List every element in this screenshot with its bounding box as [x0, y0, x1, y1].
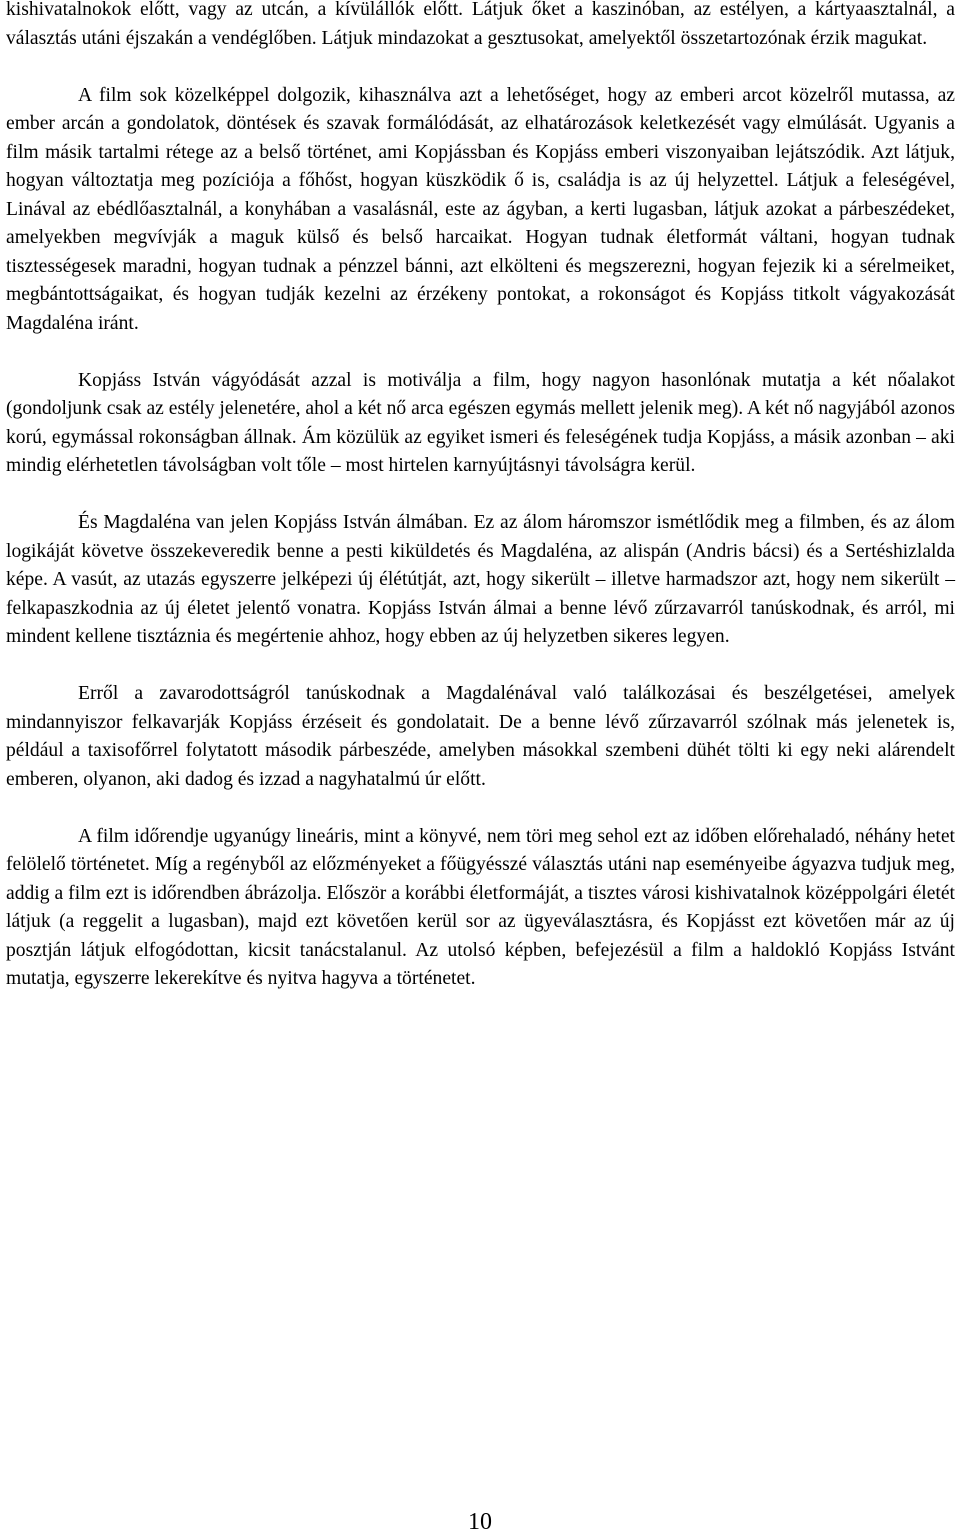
document-page: [6, 0, 955, 994]
paragraph: Erről a zavarodottságról tanúskodnak a Magdalénával való találkozásai és beszélgetései, amelyek mindannyiszor felkavarják Kopjáss érzéseit és gondolatait. De a benne lévő zűrzavarról szólnak más jelenetek is, például a taxisofőrrel folytatott második párbeszéde, amelyben másokkal szembeni dühét tölti ki egy neki alárendelt emberen, olyanon, aki dadog és izzad a nagyhatalmú úr előtt.: [6, 683, 955, 790]
paragraph-spacer: [6, 338, 955, 367]
paragraph: Kopjáss István vágyódását azzal is motiválja a film, hogy nagyon hasonlónak mutatja a két nőalakot (gondoljunk csak az estély jelenetére, ahol a két nő arca egészen egymás mellett jelenik meg). A két nő nagyjából azonos korú, egymással rokonságban állnak. Ám közülük az egyiket ismeri és feleségének tudja Kopjáss, a másik azonban – aki mindig elérhetetlen távolságban volt tőle – most hirtelen karnyújtásnyi távolságra kerül.: [6, 369, 955, 476]
paragraph: És Magdaléna van jelen Kopjáss István álmában. Ez az álom háromszor ismétlődik meg a filmben, és az álom logikáját követve összekeveredik benne a pesti kiküldetés és Magdaléna, az alispán (Andris bácsi) és a Sertéshizlalda képe. A vasút, az utazás egyszerre jelképezi új élétútját, azt, hogy sikerült – illetve harmadszor azt, hogy nem sikerült – felkapaszkodnia az új életet jelentő vonatra. Kopjáss István álmai a benne lévő zűrzavarról tanúskodnak, és arról, mi mindent kellene tisztáznia és megértenie ahhoz, hogy ebben az új helyzetben sikeres legyen.: [6, 512, 955, 647]
page-number: 10: [468, 1509, 492, 1535]
paragraph-spacer: [6, 481, 955, 510]
paragraph: A film időrendje ugyanúgy lineáris, mint a könyvé, nem töri meg sehol ezt az időben előrehaladó, néhány hetet felölelő történetet. Míg a regényből az előzményeket a főügyésszé választás utáni nap eseményeibe ágyazva tudjuk meg, addig a film ezt is időrendben ábrázolja. Először a korábbi életformáját, a tisztes városi kishivatalnok középpolgári életét látjuk (a reggelit a lugasban), majd ezt követően kerül sor az ügyeválasztásra, és Kopjásst ezt követően már az új posztján látjuk elfogódottan, kicsit tanácstalanul. Az utolsó képben, befejezésül a film a haldokló Kopjáss Istvánt mutatja, egyszerre lekerekítve és nyitva hagyva a történetet.: [6, 825, 955, 989]
paragraph: kishivatalnokok előtt, vagy az utcán, a kívülállók előtt. Látjuk őket a kaszinóban, az estélyen, a kártyaasztalnál, a választás utáni éjszakán a vendéglőben. Látjuk mindazokat a gesztusokat, amelyektől összetartozónak érzik magukat.: [6, 0, 955, 49]
paragraph: A film sok közelképpel dolgozik, kihasználva azt a lehetőséget, hogy az emberi arcot közelről mutassa, az ember arcán a gondolatok, döntések és szavak formálódását, az elhatározások keletkezését vagy elmúlását. Ugyanis a film másik tartalmi rétege az a belső történet, ami Kopjássban és Kopjáss emberi viszonyaiban lejátszódik. Azt látjuk, hogyan változtatja meg pozíciója a főhőst, hogyan küszködik ő is, családja is az új helyzettel. Látjuk a feleségével, Linával az ebédlőasztalnál, a konyhában a vasalásnál, este az ágyban, a kerti lugasban, látjuk azokat a párbeszédeket, amelyekben megvívják a maguk külső és belső harcaikat. Hogyan tudnak életformát váltani, hogyan tudnak tisztességesek maradni, hogyan tudnak a pénzzel bánni, azt elkölteni és megszerezni, hogyan fejezik ki a sérelmeiket, megbántottságaikat, és hogyan tudják kezelni az érzékeny pontokat, a rokonságot és Kopjáss titkolt vágyakozását Magdaléna iránt.: [6, 84, 955, 334]
paragraph-spacer: [6, 794, 955, 823]
paragraph-spacer: [6, 652, 955, 681]
paragraph-spacer: [6, 53, 955, 82]
